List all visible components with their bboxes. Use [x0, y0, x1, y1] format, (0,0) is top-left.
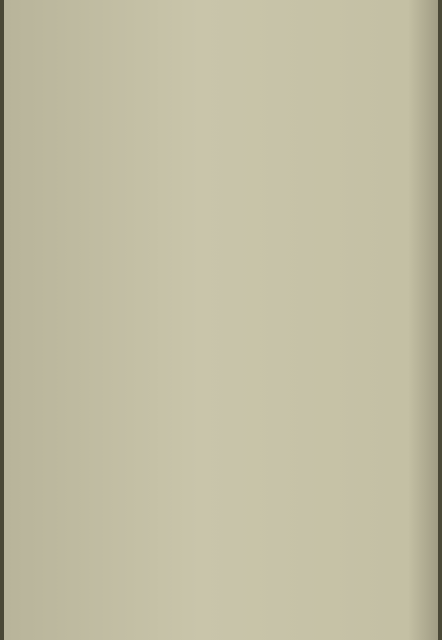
page-curl-shadow [408, 0, 438, 640]
book-page [4, 0, 438, 640]
page-content [12, 2, 430, 14]
